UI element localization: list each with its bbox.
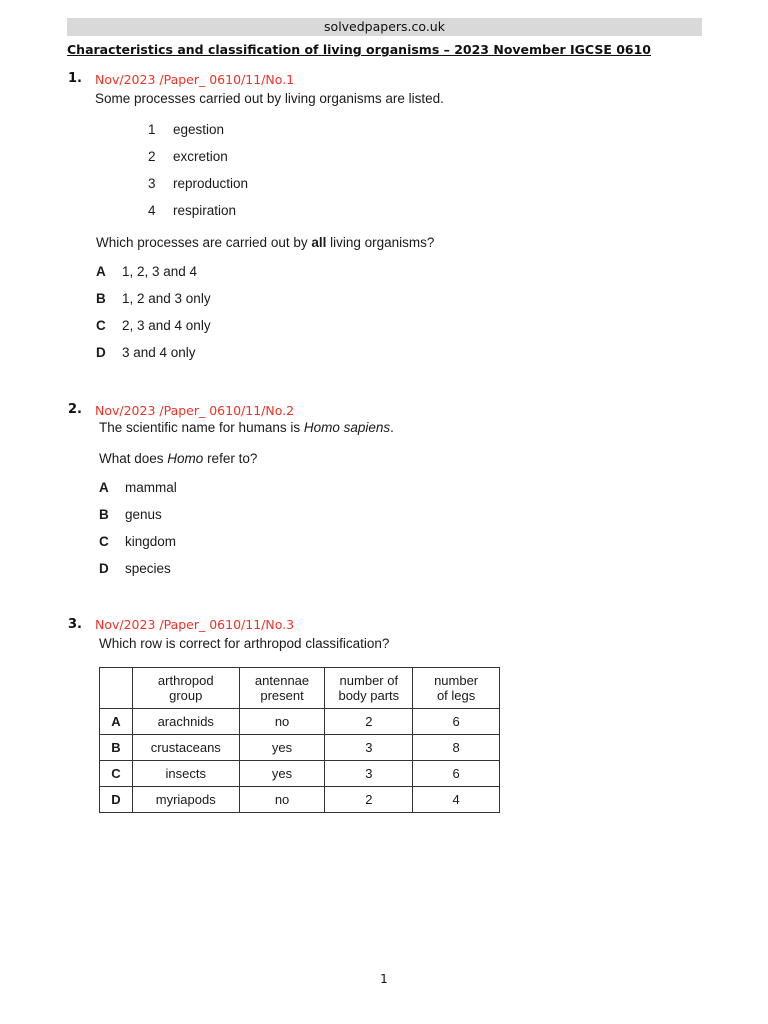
- option-text: 1, 2 and 3 only: [122, 291, 211, 306]
- question-2-intro: [99, 420, 394, 435]
- process-item: [148, 176, 248, 191]
- process-item: [148, 149, 228, 164]
- question-3-text: Which row is correct for arthropod classification?: [99, 636, 390, 651]
- genus-term: Homo: [167, 451, 204, 466]
- process-number: 2: [148, 149, 156, 164]
- answer-option[interactable]: [96, 291, 211, 306]
- table-cell: 3: [325, 761, 413, 787]
- table-cell: 2: [325, 787, 413, 813]
- row-letter-header: [100, 668, 133, 709]
- column-header: number of legs: [413, 668, 500, 709]
- question-1-reference: Nov/2023 /Paper_ 0610/11/No.1: [95, 72, 295, 87]
- table-cell: 2: [325, 709, 413, 735]
- process-number: 4: [148, 203, 156, 218]
- option-letter: D: [99, 561, 109, 576]
- option-letter: A: [96, 264, 106, 279]
- document-title: Characteristics and classification of living organisms – 2023 November IGCSE 0610: [67, 42, 651, 57]
- arthropod-table: [99, 667, 500, 813]
- option-letter: B: [99, 507, 109, 522]
- option-letter: D: [96, 345, 106, 360]
- table-cell: 3: [325, 735, 413, 761]
- page-number: 1: [380, 972, 388, 986]
- process-item: [148, 203, 236, 218]
- question-1-text-end: living organisms?: [326, 235, 435, 250]
- question-2-number: 2.: [68, 402, 82, 417]
- table-row[interactable]: [100, 735, 500, 761]
- table-cell: no: [239, 787, 325, 813]
- option-text: genus: [125, 507, 162, 522]
- option-text: 2, 3 and 4 only: [122, 318, 211, 333]
- table-cell: 8: [413, 735, 500, 761]
- option-letter: B: [96, 291, 106, 306]
- answer-option[interactable]: [96, 345, 196, 360]
- option-text: kingdom: [125, 534, 177, 549]
- option-letter: A: [99, 480, 109, 495]
- question-1-text: [96, 235, 434, 250]
- table-row[interactable]: [100, 709, 500, 735]
- question-2-intro-start: The scientific name for humans is: [99, 420, 304, 435]
- table-cell: 6: [413, 761, 500, 787]
- column-header: antennae present: [239, 668, 325, 709]
- question-1-emphasis: all: [311, 235, 327, 250]
- row-letter: B: [100, 735, 133, 761]
- process-text: reproduction: [173, 176, 249, 191]
- process-text: egestion: [173, 122, 225, 137]
- answer-option[interactable]: [96, 318, 211, 333]
- answer-option[interactable]: [96, 264, 197, 279]
- process-number: 1: [148, 122, 156, 137]
- table-cell: no: [239, 709, 325, 735]
- question-2-text-end: refer to?: [203, 451, 258, 466]
- question-3-reference: Nov/2023 /Paper_ 0610/11/No.3: [95, 617, 295, 632]
- table-row[interactable]: [100, 787, 500, 813]
- row-letter: C: [100, 761, 133, 787]
- table-cell: insects: [132, 761, 239, 787]
- table-cell: 4: [413, 787, 500, 813]
- option-text: 3 and 4 only: [122, 345, 196, 360]
- question-1-text-start: Which processes are carried out by: [96, 235, 312, 250]
- option-text: species: [125, 561, 171, 576]
- question-1-intro: Some processes carried out by living organisms are listed.: [95, 91, 444, 106]
- table-cell: yes: [239, 761, 325, 787]
- site-name: solvedpapers.co.uk: [324, 19, 445, 34]
- answer-option[interactable]: [99, 534, 176, 549]
- question-3-number: 3.: [68, 617, 82, 632]
- row-letter: D: [100, 787, 133, 813]
- option-letter: C: [99, 534, 109, 549]
- option-text: mammal: [125, 480, 177, 495]
- answer-option[interactable]: [99, 507, 162, 522]
- table-cell: 6: [413, 709, 500, 735]
- question-2-text: [99, 451, 257, 466]
- row-letter: A: [100, 709, 133, 735]
- column-header: number of body parts: [325, 668, 413, 709]
- process-number: 3: [148, 176, 156, 191]
- column-header: arthropod group: [132, 668, 239, 709]
- table-header-row: [100, 668, 500, 709]
- species-name: Homo sapiens: [303, 420, 391, 435]
- answer-option[interactable]: [99, 561, 171, 576]
- table-cell: crustaceans: [132, 735, 239, 761]
- table-row[interactable]: [100, 761, 500, 787]
- table-cell: myriapods: [132, 787, 239, 813]
- process-item: [148, 122, 224, 137]
- option-letter: C: [96, 318, 106, 333]
- question-2-reference: Nov/2023 /Paper_ 0610/11/No.2: [95, 403, 295, 418]
- answer-option[interactable]: [99, 480, 177, 495]
- table-cell: yes: [239, 735, 325, 761]
- question-2-text-start: What does: [99, 451, 168, 466]
- question-2-intro-end: .: [390, 420, 394, 435]
- table-cell: arachnids: [132, 709, 239, 735]
- process-text: excretion: [173, 149, 228, 164]
- site-header-bar: [67, 18, 702, 36]
- question-1-number: 1.: [68, 71, 82, 86]
- process-text: respiration: [173, 203, 237, 218]
- option-text: 1, 2, 3 and 4: [122, 264, 198, 279]
